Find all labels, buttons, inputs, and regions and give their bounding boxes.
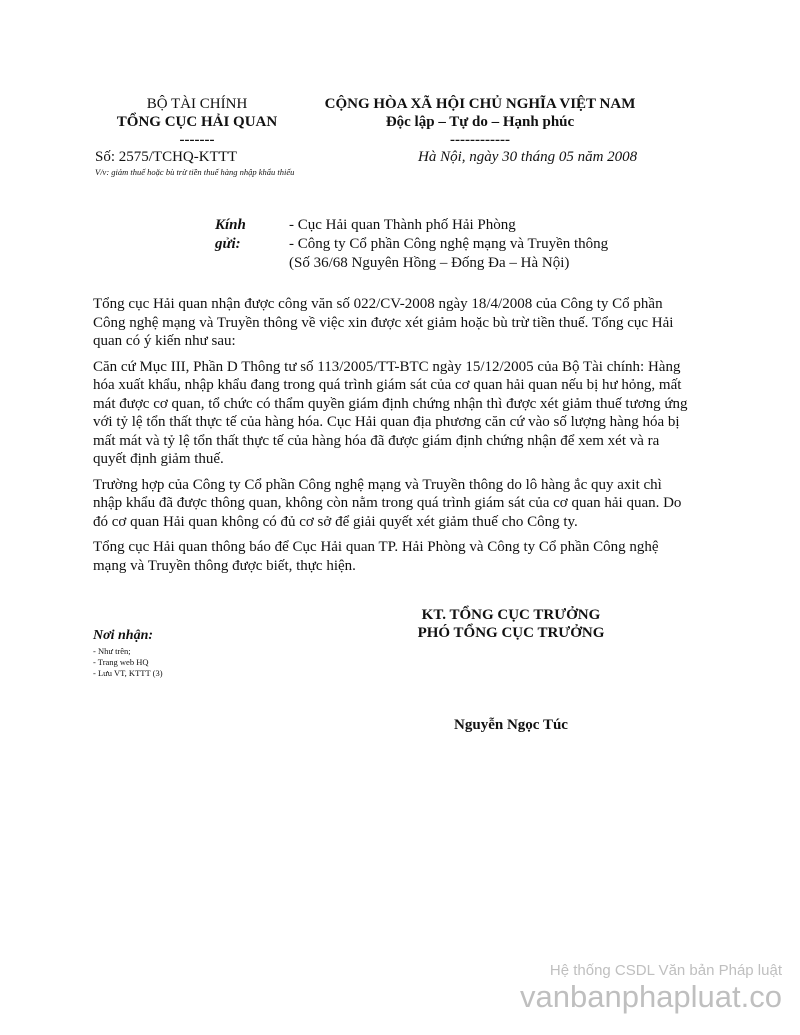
document-subject: V/v: giảm thuế hoặc bù trừ tiền thuế hàng nhập khẩu thiếu: [95, 167, 295, 177]
national-motto: Độc lập – Tự do – Hạnh phúc: [385, 114, 575, 130]
recipients-label: Kính gửi:: [215, 217, 246, 252]
distribution-item: - Trang web HQ: [93, 657, 149, 667]
distribution-list: [93, 628, 163, 679]
country-name: CỘNG HÒA XÃ HỘI CHỦ NGHĨA VIỆT NAM: [324, 96, 636, 112]
signature-block: [380, 606, 642, 642]
signer-title-line1: KT. TỔNG CỤC TRƯỞNG: [421, 607, 601, 623]
agency-divider: -------: [179, 132, 215, 148]
recipient-line: - Cục Hải quan Thành phố Hải Phòng: [289, 217, 516, 233]
ministry-name: BỘ TÀI CHÍNH: [146, 96, 248, 112]
distribution-item: - Như trên;: [93, 646, 131, 656]
site-watermark: [520, 962, 782, 1015]
document-number: Số: 2575/TCHQ-KTTT: [95, 149, 238, 165]
signer-title-line2: PHÓ TỔNG CỤC TRƯỞNG: [417, 625, 605, 641]
national-heading: [300, 95, 660, 149]
agency-name: TỔNG CỤC HẢI QUAN: [116, 114, 278, 130]
body-paragraph: Tổng cục Hải quan thông báo để Cục Hải quan TP. Hải Phòng và Công ty Cổ phần Công nghệ mạng và Truyền thông được biết, thực hiện.: [93, 539, 659, 574]
body-paragraph: Tổng cục Hải quan nhận được công văn số 022/CV-2008 ngày 18/4/2008 của Công ty Cổ phần Công nghệ mạng và Truyền thông về việc xin được xét giảm hoặc bù trừ tiền thuế. Tổng cục Hải quan có ý kiến như sau:: [93, 296, 674, 349]
body-paragraph: Căn cứ Mục III, Phần D Thông tư số 113/2005/TT-BTC ngày 15/12/2005 của Bộ Tài chính: Hàng hóa xuất khẩu, nhập khẩu đang trong quá trình giám sát của cơ quan hải quan nếu bị hư hỏng, mất mát được cơ quan, tổ chức có thẩm quyền giám định chứng nhận thì được xét giảm thuế tương ứng với tỷ lệ tổn thất thực tế của hàng hóa. Cục Hải quan địa phương căn cứ vào số lượng hàng hóa bị mất mát và tỷ lệ tổn thất thực tế của hàng hóa đã được giám định chứng nhận để xem xét và ra quyết định giảm thuế.: [93, 358, 688, 467]
motto-divider: ------------: [450, 132, 510, 148]
issuer-block: [92, 95, 302, 149]
distribution-title: Nơi nhận:: [93, 628, 154, 643]
signer-name: Nguyễn Ngọc Túc: [454, 717, 568, 733]
recipient-line: - Công ty Cổ phần Công nghệ mạng và Truyền thông: [289, 236, 609, 252]
watermark-caption: Hệ thống CSDL Văn bản Pháp luật: [549, 962, 782, 979]
recipient-address: (Số 36/68 Nguyên Hồng – Đống Đa – Hà Nội): [289, 255, 570, 271]
document-date: Hà Nội, ngày 30 tháng 05 năm 2008: [418, 149, 638, 165]
distribution-item: - Lưu VT, KTTT (3): [93, 668, 163, 678]
body-paragraph: Trường hợp của Công ty Cổ phần Công nghệ mạng và Truyền thông do lô hàng ắc quy axit chì nhập khẩu đã được thông quan, không còn nằm trong quá trình giám sát của cơ quan hải quan. Do đó cơ quan Hải quan không có đủ cơ sở để giải quyết xét giảm thuế cho Công ty.: [93, 476, 682, 530]
watermark-domain: vanbanphapluat.co: [520, 979, 783, 1014]
distribution-items: [93, 646, 163, 679]
letter-body: [93, 295, 693, 582]
